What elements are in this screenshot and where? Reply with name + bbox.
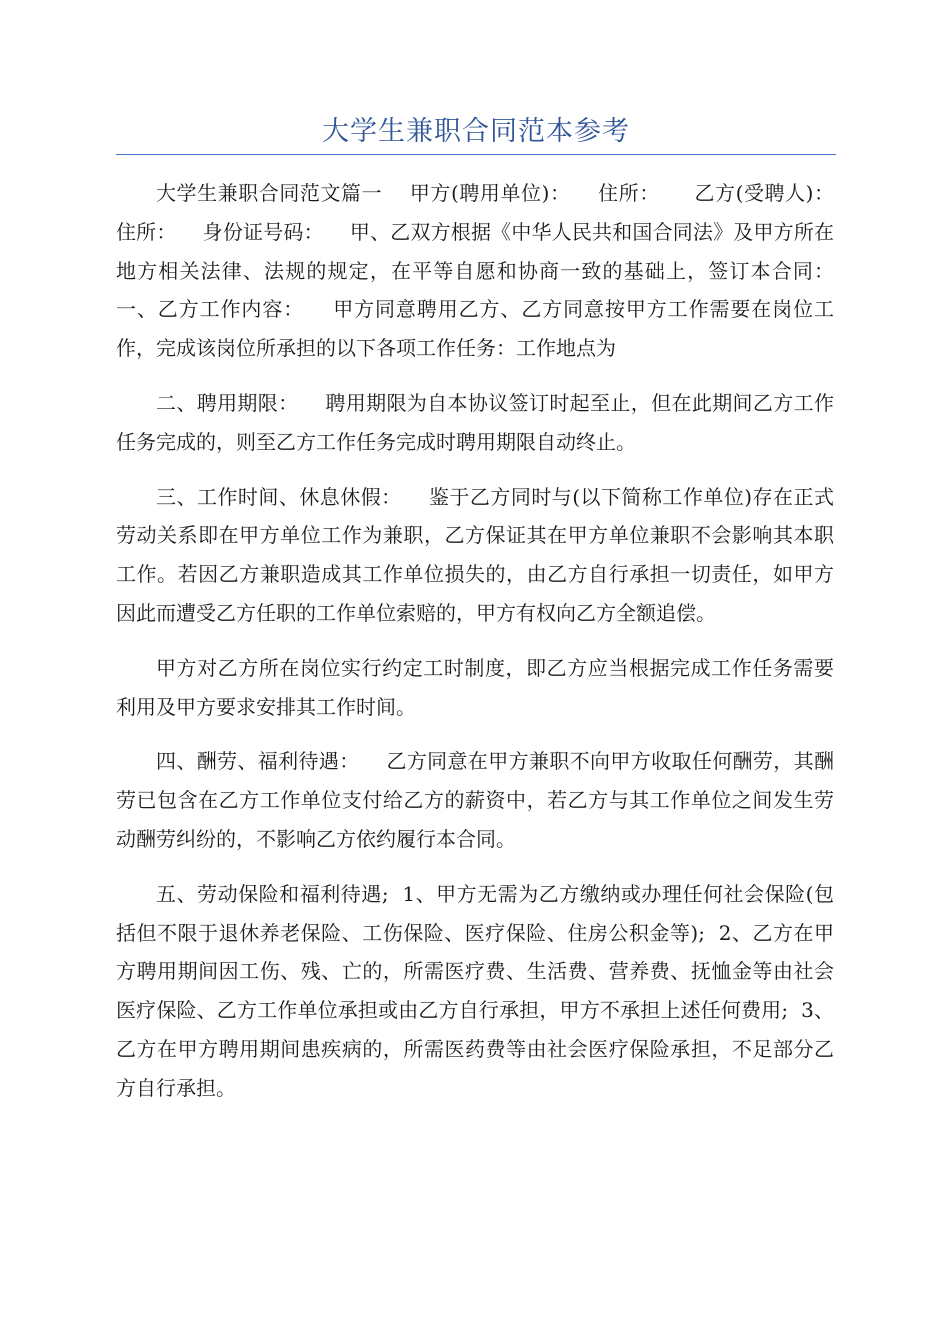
- paragraph-remuneration: 四、酬劳、福利待遇： 乙方同意在甲方兼职不向甲方收取任何酬劳，其酬劳已包含在乙方工作单位支付给乙方的薪资中，若乙方与其工作单位之间发生劳动酬劳纠纷的，不影响乙方依约履行本合同。: [116, 749, 834, 851]
- paragraph-insurance: 五、劳动保险和福利待遇; 1、甲方无需为乙方缴纳或办理任何社会保险(包括但不限于退休养老保险、工伤保险、医疗保险、住房公积金等); 2、乙方在甲方聘用期间因工伤、残、亡的，所需医疗费、生活费、营养费、抚恤金等由社会医疗保险、乙方工作单位承担或由乙方自行承担，甲方不承担上述任何费用; 3、乙方在甲方聘用期间患疾病的，所需医药费等由社会医疗保险承担，不足部分乙方自行承担。: [116, 881, 834, 1100]
- paragraph-intro: 大学生兼职合同范文篇一 甲方(聘用单位)： 住所： 乙方(受聘人)： 住所： 身份证号码： 甲、乙双方根据《中华人民共和国合同法》及甲方所在地方相关法律、法规的规定，在平等自愿和协商一致的基础上，签订本合同： 一、乙方工作内容： 甲方同意聘用乙方、乙方同意按甲方工作需要在岗位工作，完成该岗位所承担的以下各项工作任务：工作地点为: [116, 181, 860, 361]
- document-title: 大学生兼职合同范本参考: [322, 116, 630, 147]
- document-body: [116, 174, 860, 1124]
- paragraph-hour-system: 甲方对乙方所在岗位实行约定工时制度，即乙方应当根据完成工作任务需要利用及甲方要求安排其工作时间。: [116, 655, 834, 719]
- paragraph-working-hours: 三、工作时间、休息休假： 鉴于乙方同时与(以下简称工作单位)存在正式劳动关系即在甲方单位工作为兼职，乙方保证其在甲方单位兼职不会影响其本职工作。若因乙方兼职造成其工作单位损失的，由乙方自行承担一切责任，如甲方因此而遭受乙方任职的工作单位索赔的，甲方有权向乙方全额追偿。: [116, 484, 834, 625]
- title-underline: [116, 154, 836, 155]
- paragraph-term: 二、聘用期限： 聘用期限为自本协议签订时起至止，但在此期间乙方工作任务完成的，则至乙方工作任务完成时聘用期限自动终止。: [116, 390, 834, 454]
